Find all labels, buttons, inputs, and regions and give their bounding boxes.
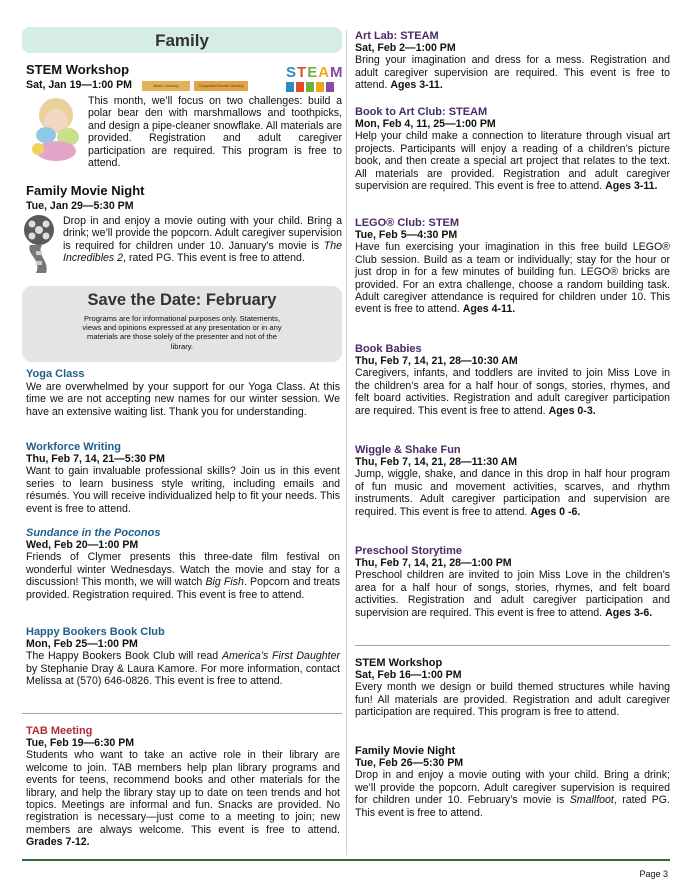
event-description: Students who want to take an active role in their library are welcome to join. TAB members help plan library programs and events for teens, recommend books and other materials for the library, and help the library stay up to date on teen trends and hot topics. Meetings are informal and fun. Snacks are provided. No registration is necessary—just come to a meeting to join; new members are always welcome. This event is free to attend. Grades 7-12.	[26, 749, 340, 849]
happy-bookers-book-club	[26, 626, 340, 688]
save-the-date-title: Save the Date: February	[87, 291, 277, 309]
section-divider	[22, 713, 342, 714]
event-title: Wiggle & Shake Fun	[355, 444, 461, 456]
event-date: Thu, Feb 7, 14, 21, 28—11:30 AM	[355, 456, 518, 468]
event-date: Thu, Feb 7, 14, 21, 28—1:00 PM	[355, 557, 512, 569]
event-description: Drop in and enjoy a movie outing with your child. Bring a drink; we’ll provide the popcorn. Adult caregiver supervision is required for children under 10. January’s movie is The Incredibles 2, rated PG. This event is free to attend.	[63, 215, 342, 265]
film-reel-icon	[22, 213, 56, 275]
event-description: We are overwhelmed by your support for our Yoga Class. At this time we are not accepting new names for our winter session. We have an extensive waiting list. Thank you for understanding.	[26, 381, 340, 418]
event-date: Tue, Feb 19—6:30 PM	[26, 737, 135, 749]
event-date: Thu, Feb 7, 14, 21, 28—10:30 AM	[355, 355, 518, 367]
event-description: Caregivers, infants, and toddlers are invited to join Miss Love in the children’s area for a half hour of songs, stories, rhymes, and felt board activities. Registration and adult caregiver participation are required. This event is free to attend. Ages 0-3.	[355, 367, 670, 417]
workforce-writing	[26, 441, 340, 515]
event-title: Workforce Writing	[26, 441, 121, 453]
event-title: LEGO® Club: STEM	[355, 217, 460, 229]
event-date: Sat, Feb 2—1:00 PM	[355, 42, 456, 54]
save-the-date-box	[22, 286, 342, 362]
event-description: Want to gain invaluable professional skills? Join us in this event series to learn business style writing, including emails and résumés. You will receive individualized help to fit your needs. This event is free to attend.	[26, 465, 340, 515]
event-date: Thu, Feb 7, 14, 21—5:30 PM	[26, 453, 165, 465]
child-photo	[26, 93, 84, 163]
event-date: Tue, Feb 5—4:30 PM	[355, 229, 458, 241]
lego-club	[355, 217, 670, 316]
event-description: Preschool children are invited to join Miss Love in the children’s area for a half hour of songs, stories, rhymes, and felt board activities. Registration and adult caregiver participation and supervision are required. This event is free to attend. Ages 3-6.	[355, 569, 670, 619]
stem-workshop-jan	[26, 62, 344, 170]
art-lab-steam	[355, 30, 670, 92]
steam-logo: STEAM	[286, 64, 342, 94]
literacy-badge: Basic Literacy	[142, 81, 190, 91]
event-date: Tue, Feb 26—5:30 PM	[355, 757, 464, 769]
stem-workshop-feb	[355, 657, 670, 719]
book-to-art-club	[355, 106, 670, 192]
event-date: Sat, Feb 16—1:00 PM	[355, 669, 462, 681]
family-movie-night-jan	[26, 183, 342, 265]
page-number: Page 3	[639, 869, 668, 879]
computer-literacy-badge: Computer/Social Literacy	[194, 81, 248, 91]
family-title: Family	[155, 31, 209, 50]
event-title: Yoga Class	[26, 368, 85, 380]
event-title: Art Lab: STEAM	[355, 30, 439, 42]
event-description: Every month we design or build themed structures while having fun! All materials are provided. Registration and adult caregiver participation are required. This program is free to attend.	[355, 681, 670, 719]
sundance-in-the-poconos	[26, 527, 340, 601]
event-date: Tue, Jan 29—5:30 PM	[26, 200, 134, 212]
disclaimer: Programs are for informational purposes only. Statements, views and opinions expressed at any presentation or in any materials are those solely of the presenter and not of the library.	[82, 314, 282, 351]
event-description: The Happy Bookers Book Club will read America’s First Daughter by Stephanie Dray & Laura Kamore. For more information, contact Melissa at (570) 646-0826. This event is free to attend.	[26, 650, 340, 688]
event-title: TAB Meeting	[26, 725, 93, 737]
event-date: Sat, Jan 19—1:00 PM	[26, 79, 132, 91]
event-description: Help your child make a connection to literature through visual art projects. Participants will enjoy a reading of a children’s picture book, and then create a special art project that relates to the text. All materials are provided. Registration and adult caregiver supervision are required. This event is free to attend. Ages 3-11.	[355, 130, 670, 193]
event-description: Jump, wiggle, shake, and dance in this drop in half hour program of fun music and movement activities, scarves, and rhythm instruments. Adult caregiver participation and supervision are required. This event is free to attend. Ages 0 -6.	[355, 468, 670, 518]
book-babies	[355, 343, 670, 417]
wiggle-and-shake-fun	[355, 444, 670, 518]
event-date: Mon, Feb 25—1:00 PM	[26, 638, 138, 650]
event-description: Drop in and enjoy a movie outing with your child. Bring a drink; we’ll provide the popcorn. Adult caregiver supervision is required for children under 10. February’s movie is Smallfoot, rated PG. This event is free to attend.	[355, 769, 670, 819]
event-title: Sundance in the Poconos	[26, 527, 161, 539]
section-divider	[355, 645, 670, 646]
event-description: Bring your imagination and dress for a mess. Registration and adult caregiver supervision are required. This event is free to attend. Ages 3-11.	[355, 54, 670, 92]
event-title: Preschool Storytime	[355, 545, 462, 557]
event-title: Family Movie Night	[26, 183, 145, 198]
family-header	[22, 27, 342, 53]
event-title: Family Movie Night	[355, 745, 456, 757]
column-divider	[346, 30, 347, 855]
event-title: Book Babies	[355, 343, 422, 355]
event-title: STEM Workshop	[355, 657, 443, 669]
yoga-class	[26, 368, 340, 418]
footer-rule	[22, 859, 670, 861]
event-date: Mon, Feb 4, 11, 25—1:00 PM	[355, 118, 496, 130]
preschool-storytime	[355, 545, 670, 619]
event-date: Wed, Feb 20—1:00 PM	[26, 539, 139, 551]
event-title: Happy Bookers Book Club	[26, 626, 165, 638]
tab-meeting	[26, 725, 340, 849]
event-title: Book to Art Club: STEAM	[355, 106, 488, 118]
event-description: Friends of Clymer presents this three-date film festival on wonderful winter Wednesdays. Watch the movie and stay for a discussion! This month, we will watch Big Fish. Popcorn and treats provided. Registration required. This event is free to attend.	[26, 551, 340, 601]
event-description: This month, we’ll focus on two challenges: build a polar bear den with marshmallows and toothpicks, and design a pipe-cleaner snowflake. All materials are provided. Registration and adult caregiver participation are required. This program is free to attend.	[88, 95, 342, 170]
event-description: Have fun exercising your imagination in this free build LEGO® Club session. Build as a team or individually; stay for the hour or just drop in for a few minutes of building fun. LEGO® bricks are provided. For an extra challenge, choose a random building task. Adult caregiver attendance is required for children under 10. This event is free to attend. Ages 4-11.	[355, 241, 670, 316]
family-movie-night-feb	[355, 745, 670, 819]
event-title: STEM Workshop	[26, 62, 130, 77]
